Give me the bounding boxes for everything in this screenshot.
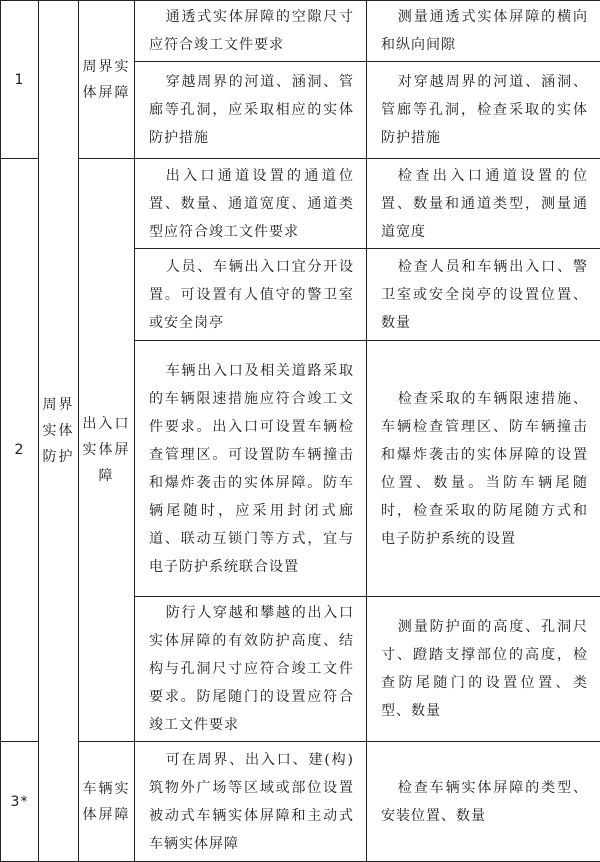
subcategory-cell: 周界实体屏障 (79, 1, 135, 159)
subcategory-cell: 出入口实体屏障 (79, 159, 135, 742)
requirement-cell: 出入口通道设置的通道位置、数量、通道宽度、通道类型应符合竣工文件要求 (135, 159, 367, 249)
check-method-cell: 检查采取的车辆限速措施、车辆检查管理区、防车辆撞击和爆炸袭击的实体屏障的设置位置、数量。当防车辆尾随时，检查采取的防尾随方式和电子防护系统的设置 (367, 341, 600, 597)
requirement-cell: 穿越周界的河道、涵洞、管廊等孔洞，应采取相应的实体防护措施 (135, 62, 367, 159)
check-method-cell: 测量通透式实体屏障的横向和纵向间隙 (367, 1, 600, 62)
row-number: 1 (1, 1, 39, 159)
table-row (1, 742, 600, 862)
requirement-cell: 人员、车辆出入口宜分开设置。可设置有人值守的警卫室或安全岗亭 (135, 249, 367, 341)
category-label: 周界实体防护 (43, 397, 75, 465)
check-method-cell: 对穿越周界的河道、涵洞、管廊等孔洞，检查采取的实体防护措施 (367, 62, 600, 159)
check-method-cell: 检查人员和车辆出入口、警卫室或安全岗亭的设置位置、数量 (367, 249, 600, 341)
table-row (1, 159, 600, 249)
table-row (1, 1, 600, 62)
requirement-cell: 防行人穿越和攀越的出入口实体屏障的有效防护高度、结构与孔洞尺寸应符合竣工文件要求。防尾随门的设置应符合竣工文件要求 (135, 597, 367, 742)
subcategory-cell: 车辆实体屏障 (79, 742, 135, 862)
requirement-cell: 通透式实体屏障的空隙尺寸应符合竣工文件要求 (135, 1, 367, 62)
check-method-cell: 检查出入口通道设置的位置、数量和通道类型，测量通道宽度 (367, 159, 600, 249)
requirement-cell: 车辆出入口及相关道路采取的车辆限速措施应符合竣工文件要求。出入口可设置车辆检查管理区。可设置防车辆撞击和爆炸袭击的实体屏障。防车辆尾随时，应采用封闭式廊道、联动互锁门等方式，宜与电子防护系统联合设置 (135, 341, 367, 597)
category-cell (39, 1, 79, 862)
requirement-cell: 可在周界、出入口、建(构)筑物外广场等区域或部位设置被动式车辆实体屏障和主动式车辆实体屏障 (135, 742, 367, 862)
check-method-cell: 检查车辆实体屏障的类型、安装位置、数量 (367, 742, 600, 862)
row-number: 3* (1, 742, 39, 862)
row-number: 2 (1, 159, 39, 742)
check-method-cell: 测量防护面的高度、孔洞尺寸、蹬踏支撑部位的高度，检查防尾随门的设置位置、类型、数量 (367, 597, 600, 742)
